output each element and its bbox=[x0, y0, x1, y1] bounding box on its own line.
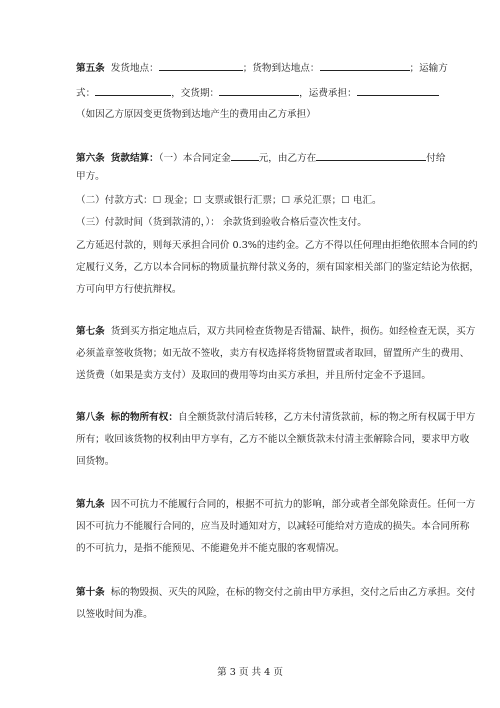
article10-line1: 第十条 标的物毁损、灭失的风险，在标的物交付之前由甲方承担，交付之后由乙方承担。交付 bbox=[76, 587, 476, 598]
article9-heading: 第九条 bbox=[76, 499, 105, 510]
page-number: 第 3 页 共 4 页 bbox=[217, 667, 283, 678]
article6-line1: 第六条 货款结算：（一）本合同定金 元，由乙方在 付给 bbox=[76, 150, 445, 165]
deposit-time-blank bbox=[316, 150, 426, 161]
article6-heading: 第六条 bbox=[76, 153, 105, 164]
payment-time-line: （三）付款时间（货到款清的，）： 余款货到验收合格后壹次性支付。 bbox=[76, 217, 367, 228]
article5-line1: 第五条 发货地点： ；货物到达地点： ；运输方 bbox=[76, 60, 448, 75]
article6-line6: 定履行义务，乙方以本合同标的物质量抗辩付款义务的，须有国家相关部门的鉴定结论为依据， bbox=[76, 262, 479, 273]
article9-line1: 第九条 因不可抗力不能履行合同的，根据不可抗力的影响，部分或者全部免除责任。任何一方 bbox=[76, 499, 476, 510]
article8-line1: 第八条 标的物所有权：自全额货款付清后转移，乙方未付清货款前，标的物之所有权属于甲方 bbox=[76, 412, 476, 423]
transport-method-blank bbox=[95, 85, 171, 96]
article8-line2: 所有；收回该货物的权利由甲方享有，乙方不能以全额货款未付清主张解除合同，要求甲方收 bbox=[76, 434, 470, 445]
article7-line3: 送货费（如果是卖方支付）及取回的费用等均由买方承担，并且所付定金不予退回。 bbox=[76, 370, 431, 381]
article6-line5: 乙方延迟付款的，则每天承担合同价 0.3%的违约金。乙方不得以任何理由拒绝依照本合同的约 bbox=[76, 240, 478, 251]
article5-note: （如因乙方原因变更货物到达地产生的费用由乙方承担） bbox=[76, 109, 316, 120]
article8-title: 标的物所有权： bbox=[110, 412, 178, 423]
article7-line1: 第七条 货到买方指定地点后，双方共同检查货物是否错漏、缺件，损伤。如经检查无误，买方 bbox=[76, 326, 476, 337]
article7-heading: 第七条 bbox=[76, 326, 105, 337]
article6-line2: 甲方。 bbox=[76, 171, 105, 182]
deposit-amount-blank bbox=[231, 150, 259, 161]
article6-line7: 方可向甲方行使抗辩权。 bbox=[76, 284, 182, 295]
article7-line2: 必须盖章签收货物；如无故不签收，卖方有权选择将货物留置或者取回，留置所产生的费用、 bbox=[76, 348, 470, 359]
article8-line3: 回货物。 bbox=[76, 456, 115, 467]
payment-method-line: （二）付款方式：☐ 现金；☐ 支票或银行汇票；☐ 承兑汇票；☐ 电汇。 bbox=[76, 195, 382, 206]
article8-heading: 第八条 bbox=[76, 412, 105, 423]
article5-heading: 第五条 bbox=[76, 63, 105, 74]
departure-place-blank bbox=[159, 60, 243, 71]
article10-line2: 以签收时间为准。 bbox=[76, 609, 153, 620]
article10-heading: 第十条 bbox=[76, 587, 105, 598]
arrival-place-blank bbox=[320, 60, 410, 71]
article9-line2: 因不可抗力不能履行合同的，应当及时通知对方，以减轻可能给对方造成的损失。本合同所称 bbox=[76, 521, 470, 532]
article5-line2: 式： ，交货期： ，运费承担： bbox=[76, 85, 439, 100]
article9-line3: 的不可抗力，是指不能预见、不能避免并不能克服的客观情况。 bbox=[76, 543, 345, 554]
delivery-date-blank bbox=[219, 85, 299, 96]
article6-title: 货款结算： bbox=[110, 153, 159, 164]
freight-bearer-blank bbox=[357, 85, 439, 96]
